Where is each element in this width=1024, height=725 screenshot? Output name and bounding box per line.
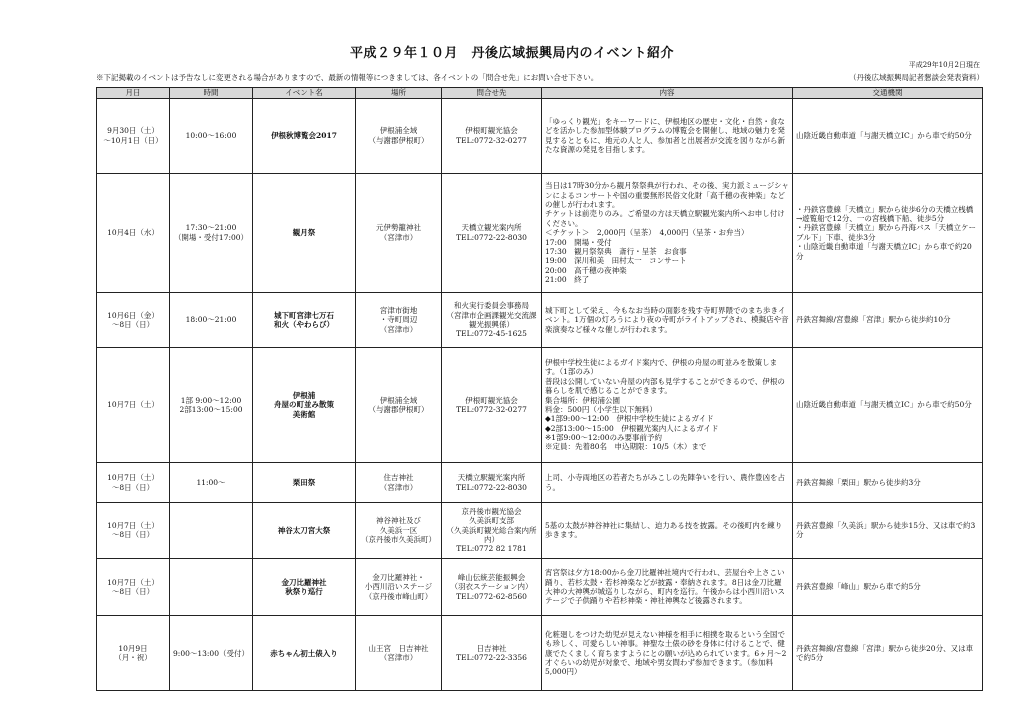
event-time: 10:00～16:00 xyxy=(170,99,253,174)
event-time: 11:00～ xyxy=(170,463,253,503)
event-time: 18:00～21:00 xyxy=(170,293,253,348)
event-name: 城下町宮津七万石 和火（やわらび） xyxy=(253,293,356,348)
event-access: ・丹鉄宮豊線「天橋立」駅から徒歩6分の天橋立桟橋→遊覧船で12分、一の宮桟橋下船、徒歩5分 ・丹鉄宮豊線「天橋立」駅から丹海バス「天橋立ケーブル下」下車、徒歩3分 ・山陰近畿自動車道「与謝天橋立IC」から車で約20分 xyxy=(793,173,983,293)
event-content: 上司、小寺両地区の若者たちがみこしの先陣争いを行い、農作豊凶を占う。 xyxy=(542,463,793,503)
event-date: 10月9日 （月・祝） xyxy=(97,616,170,691)
event-contact: 峰山伝統芸能振興会 （羽衣ステーション内） TEL:0772-62-8560 xyxy=(442,558,542,616)
date-note: 平成29年10月2日現在 xyxy=(908,61,980,69)
event-content: 伊根中学校生徒によるガイド案内で、伊根の舟屋の町並みを散策します。（1部のみ） 普段は公開していない舟屋の内部も見学することができるので、伊根の暮らしを肌で感じることができます。 集合場所：伊根浦公園 料金：500円（小学生以下無料） ◆1部9:00～12:00 伊根中学校生徒によるガイド ◆2部13:00～15:00 伊根観光案内人によるガイド ※1部9:00～12:00のみ要事前予約 ※定員：先着80名 申込期限：10/5（木）まで xyxy=(542,347,793,462)
event-name: 観月祭 xyxy=(253,173,356,293)
event-place: 住吉神社 （宮津市） xyxy=(356,463,442,503)
event-time xyxy=(170,558,253,616)
event-name: 伊根秋博覧会2017 xyxy=(253,99,356,174)
event-name: 赤ちゃん初土俵入り xyxy=(253,616,356,691)
event-date: 10月7日（土） xyxy=(97,347,170,462)
table-row xyxy=(97,558,983,616)
event-content: 宵宮祭は夕方18:00から金刀比羅神社境内で行われ、芸屋台や上さこい踊り、若杉太鼓・若杉神楽などが披露・奉納されます。8日は金刀比羅大神の大神輿が城巡りしながら、町内を巡行。午後からは小西川沿いステージで子供踊りや若杉神楽・神社神輿など後露されます。 xyxy=(542,558,793,616)
event-date: 10月7日（土） ～8日（日） xyxy=(97,503,170,559)
event-access: 山陰近畿自動車道「与謝天橋立IC」から車で約50分 xyxy=(793,347,983,462)
event-access: 丹鉄宮舞線/宮豊線「宮津」駅から徒歩約10分 xyxy=(793,293,983,348)
table-row xyxy=(97,293,983,348)
event-access: 丹鉄宮舞線「栗田」駅から徒歩約3分 xyxy=(793,463,983,503)
event-access: 丹鉄宮豊線「峰山」駅から車で約5分 xyxy=(793,558,983,616)
table-row xyxy=(97,616,983,691)
event-access: 山陰近畿自動車道「与謝天橋立IC」から車で約50分 xyxy=(793,99,983,174)
event-date: 10月7日（土） ～8日（日） xyxy=(97,463,170,503)
event-time: 17:30～21:00 （開場・受付17:00） xyxy=(170,173,253,293)
header-contact: 問合せ先 xyxy=(442,88,542,99)
event-place: 山王宮 日吉神社 （宮津市） xyxy=(356,616,442,691)
header-event-name: イベント名 xyxy=(253,88,356,99)
event-name: 神谷太刀宮大祭 xyxy=(253,503,356,559)
source-note: （丹後広域振興局記者懇談会発表資料） xyxy=(849,73,984,82)
event-date: 10月4日（水） xyxy=(97,173,170,293)
event-time: 1部 9:00～12:00 2部13:00～15:00 xyxy=(170,347,253,462)
event-contact: 伊根町観光協会 TEL:0772-32-0277 xyxy=(442,99,542,174)
header-place: 場所 xyxy=(356,88,442,99)
event-content: 「ゆっくり観光」をキーワードに、伊根地区の歴史・文化・自然・食などを活かした参加型体験プログラムの博覧会を開催し、地域の魅力を発見するとともに、地元の人と人、参加者と出展者が交流を図りながら新たな資源の発見を目指します。 xyxy=(542,99,793,174)
header-content: 内容 xyxy=(542,88,793,99)
table-row xyxy=(97,463,983,503)
disclaimer: ※下記掲載のイベントは予告なしに変更される場合がありますので、最新の情報等につきましては、各イベントの「問合せ先」にお問い合せ下さい。 xyxy=(96,73,599,82)
event-contact: 天橋立駅観光案内所 TEL:0772-22-8030 xyxy=(442,463,542,503)
event-date: 9月30日（土） ～10月1日（日） xyxy=(97,99,170,174)
event-content: 城下町として栄え、今もなお当時の面影を残す寺町界隈でのまち歩きイベント。1万個の灯ろうにより夜の寺町がライトアップされ、模擬店や音楽演奏など様々な催しが行われます。 xyxy=(542,293,793,348)
event-date: 10月6日（金） ～8日（日） xyxy=(97,293,170,348)
event-name: 栗田祭 xyxy=(253,463,356,503)
event-place: 伊根浦全域 （与謝郡伊根町） xyxy=(356,99,442,174)
table-row xyxy=(97,347,983,462)
event-date: 10月7日（土） ～8日（日） xyxy=(97,558,170,616)
event-contact: 京丹後市観光協会 久美浜町支部 （久美浜町観光総合案内所内） TEL:0772 82 1781 xyxy=(442,503,542,559)
event-access: 丹鉄宮豊線「久美浜」駅から徒歩15分、又は車で約3分 xyxy=(793,503,983,559)
event-place: 金刀比羅神社・ 小西川沿いステージ （京丹後市峰山町） xyxy=(356,558,442,616)
event-contact: 伊根町観光協会 TEL:0772-32-0277 xyxy=(442,347,542,462)
table-row xyxy=(97,173,983,293)
page-title: 平成２９年１０月 丹後広域振興局内のイベント紹介 xyxy=(349,46,674,61)
header-access: 交通機関 xyxy=(793,88,983,99)
event-contact: 和火実行委員会事務局 （宮津市企画課観光交流課 観光振興係） TEL:0772-45-1625 xyxy=(442,293,542,348)
event-name: 伊根浦 舟屋の町並み散策 美術館 xyxy=(253,347,356,462)
event-content: 化粧廻しをつけた幼児が見えない神様を相手に相撲を取るという全国でも珍しく、可愛らしい神事。神聖な土俵の砂を身体に付けることで、健康でたくましく育ちますようにとの願いが込められています。6ヶ月～2才ぐらいの幼児が対象で、地域や男女問わず参加できます。（参加料5,000円） xyxy=(542,616,793,691)
event-time xyxy=(170,503,253,559)
table-header-row xyxy=(97,88,983,99)
event-time: 9:00～13:00（受付） xyxy=(170,616,253,691)
event-table xyxy=(96,87,983,691)
table-row xyxy=(97,99,983,174)
event-place: 伊根浦全域 （与謝郡伊根町） xyxy=(356,347,442,462)
event-access: 丹鉄宮舞線/宮豊線「宮津」駅から徒歩20分、又は車で約5分 xyxy=(793,616,983,691)
event-place: 宮津市街地 ・寺町周辺 （宮津市） xyxy=(356,293,442,348)
event-place: 元伊勢籠神社 （宮津市） xyxy=(356,173,442,293)
event-contact: 日吉神社 TEL:0772-22-3356 xyxy=(442,616,542,691)
header-time: 時間 xyxy=(170,88,253,99)
event-content: 当日は17時30分から観月祭祭典が行われ、その後、実力派ミュージシャンによるコンサートや国の重要無形民俗文化財「高千穂の夜神楽」などの催しが行われます。 チケットは前売りのみ。ご希望の方は天橋立駅観光案内所へお申し付けください。 ＜チケット＞ 2,000円（呈茶） 4,000円（呈茶・お弁当） 17:00 開場・受付 17:30 観月祭祭典 斎行・呈茶 お食事 19:00 深川和美 田村太一 コンサート 20:00 高千穂の夜神楽 21:00 終了 xyxy=(542,173,793,293)
event-content: 5基の太鼓が神谷神社に集結し、迫力ある技を披露。その後町内を練り歩きます。 xyxy=(542,503,793,559)
table-row xyxy=(97,503,983,559)
event-contact: 天橋立観光案内所 TEL:0772-22-8030 xyxy=(442,173,542,293)
header-date: 月日 xyxy=(97,88,170,99)
event-place: 神谷神社及び 久美浜一区 （京丹後市久美浜町） xyxy=(356,503,442,559)
event-name: 金刀比羅神社 秋祭り巡行 xyxy=(253,558,356,616)
